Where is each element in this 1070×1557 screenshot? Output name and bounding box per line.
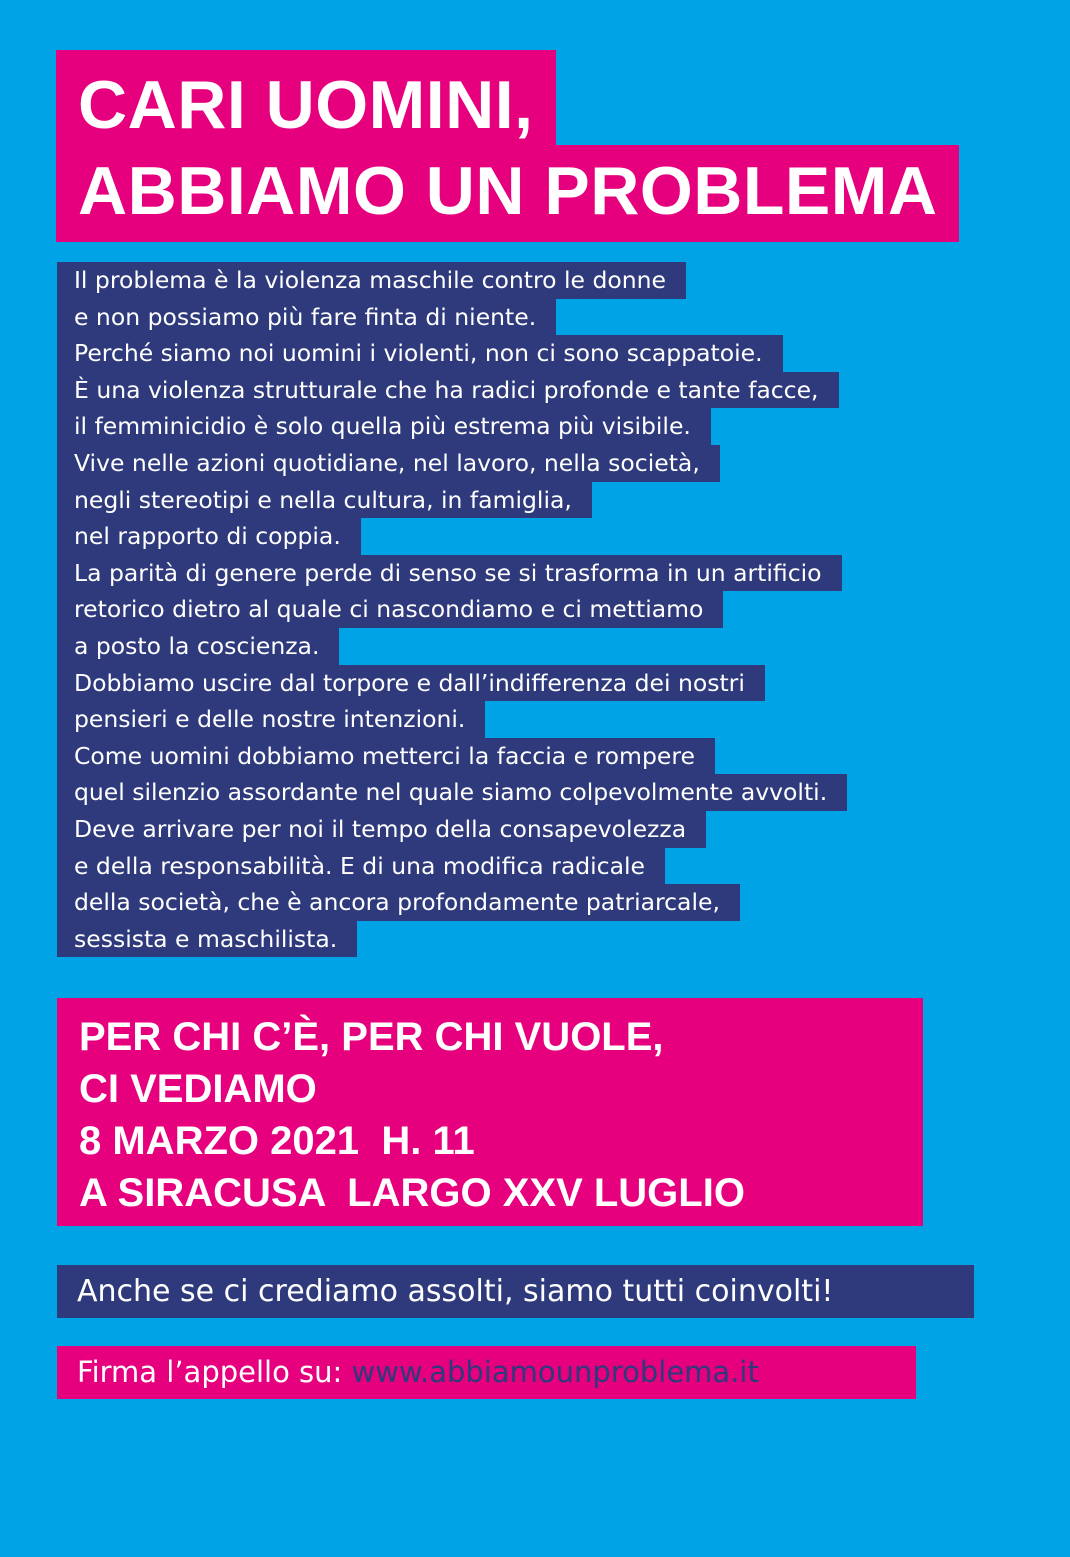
poster-title bbox=[56, 50, 996, 242]
appeal-line: Vive nelle azioni quotidiane, nel lavoro, nella società, bbox=[57, 445, 720, 482]
appeal-line: negli stereotipi e nella cultura, in famiglia, bbox=[57, 482, 592, 519]
appeal-line: della società, che è ancora profondamente patriarcale, bbox=[57, 884, 740, 921]
event-info bbox=[57, 998, 923, 1226]
appeal-line: pensieri e delle nostre intenzioni. bbox=[57, 701, 485, 738]
appeal-line: sessista e maschilista. bbox=[57, 921, 357, 958]
appeal-line: Il problema è la violenza maschile contro le donne bbox=[57, 262, 686, 299]
appeal-line: nel rapporto di coppia. bbox=[57, 518, 361, 555]
event-date-time: 8 MARZO 2021 H. 11 bbox=[79, 1119, 475, 1163]
appeal-line: retorico dietro al quale ci nascondiamo e ci mettiamo bbox=[57, 591, 723, 628]
slogan-bar: Anche se ci crediamo assolti, siamo tutti coinvolti! bbox=[57, 1265, 974, 1318]
appeal-line: Perché siamo noi uomini i violenti, non ci sono scappatoie. bbox=[57, 335, 783, 372]
appeal-line: e della responsabilità. E di una modifica radicale bbox=[57, 848, 665, 885]
appeal-text bbox=[57, 262, 987, 957]
appeal-line: La parità di genere perde di senso se si trasforma in un artificio bbox=[57, 555, 842, 592]
event-line-meet: CI VEDIAMO bbox=[79, 1067, 317, 1111]
appeal-line: e non possiamo più fare finta di niente. bbox=[57, 299, 556, 336]
appeal-line: Come uomini dobbiamo metterci la faccia e rompere bbox=[57, 738, 715, 775]
petition-link[interactable]: www.abbiamounproblema.it bbox=[351, 1355, 759, 1389]
appeal-line: a posto la coscienza. bbox=[57, 628, 339, 665]
title-line-1: CARI UOMINI, bbox=[56, 50, 556, 145]
event-line-invite: PER CHI C’È, PER CHI VUOLE, bbox=[79, 1015, 664, 1059]
title-line-2: ABBIAMO UN PROBLEMA bbox=[56, 145, 959, 242]
appeal-line: È una violenza strutturale che ha radici profonde e tante facce, bbox=[57, 372, 839, 409]
sign-petition-label: Firma l’appello su: bbox=[77, 1355, 352, 1389]
appeal-line: Dobbiamo uscire dal torpore e dall’indifferenza dei nostri bbox=[57, 665, 765, 702]
appeal-line: Deve arrivare per noi il tempo della consapevolezza bbox=[57, 811, 706, 848]
sign-petition-bar bbox=[57, 1346, 916, 1399]
appeal-line: il femminicidio è solo quella più estrema più visibile. bbox=[57, 408, 711, 445]
appeal-line: quel silenzio assordante nel quale siamo colpevolmente avvolti. bbox=[57, 774, 847, 811]
event-location: A SIRACUSA LARGO XXV LUGLIO bbox=[79, 1171, 745, 1215]
